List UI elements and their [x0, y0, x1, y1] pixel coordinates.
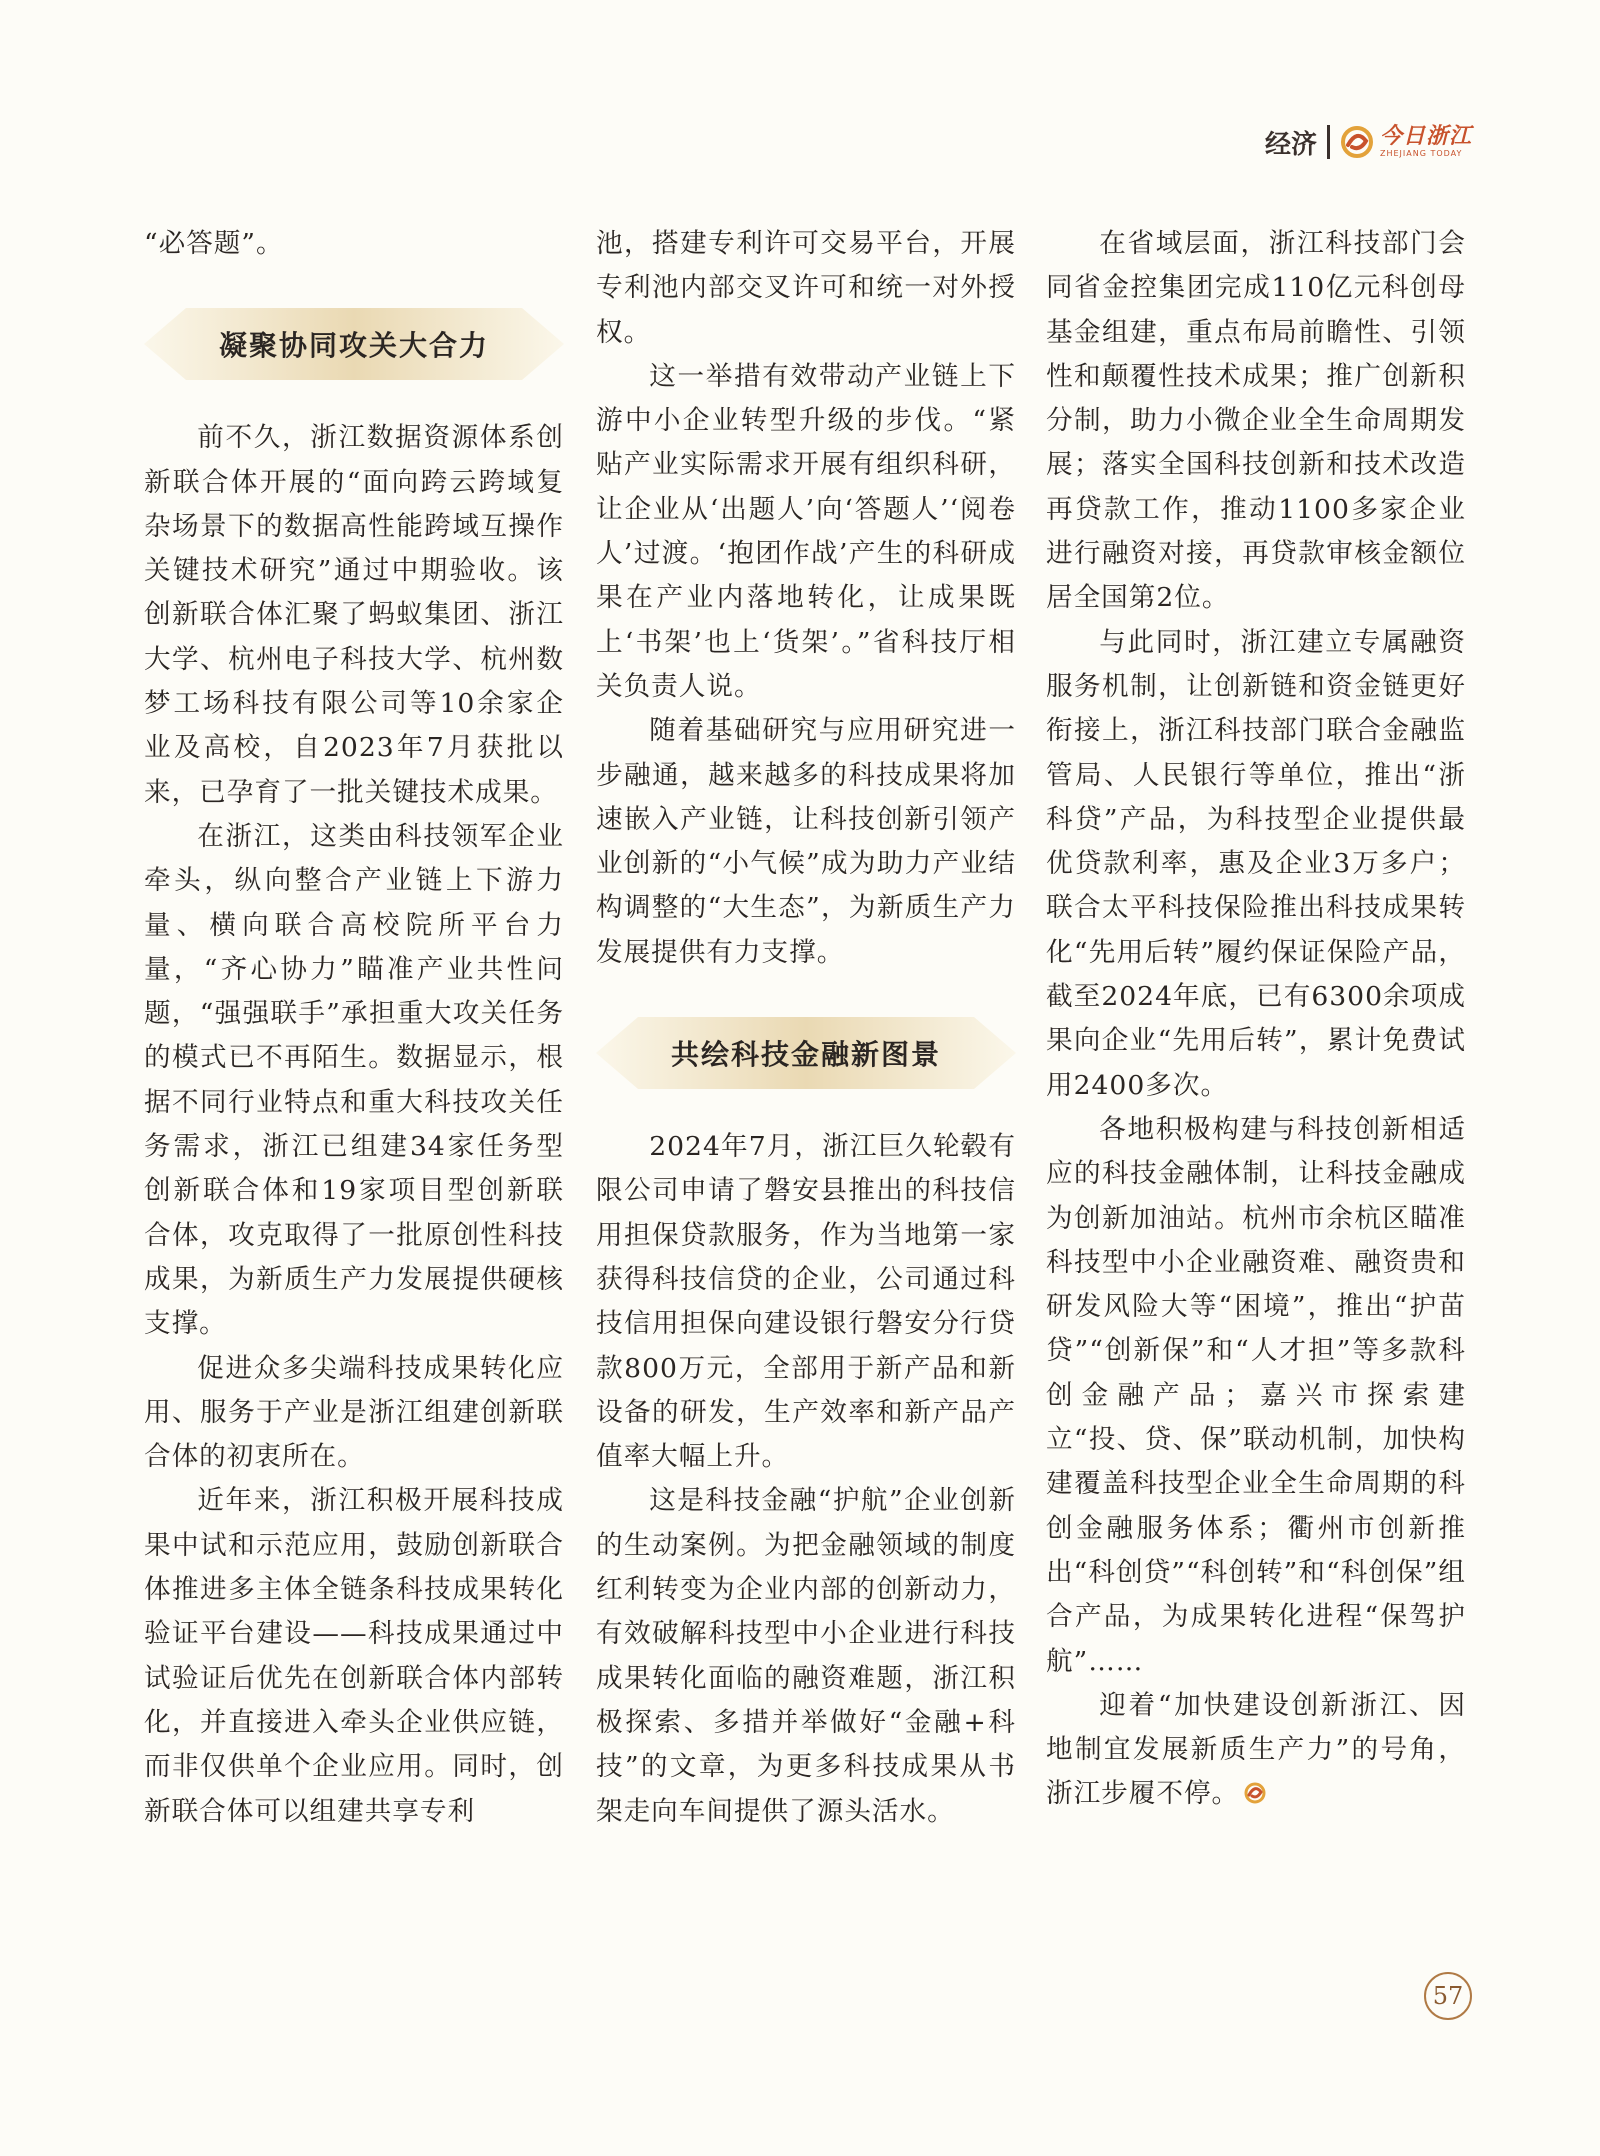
paragraph-text: 与此同时，浙江建立专属融资服务机制，让创新链和资金链更好衔接上，浙江科技部门联合金融监管局、人民银行等单位，推出“浙科贷”产品，为科技型企业提供最优贷款利率，惠及企业3万多户；联合太平科技保险推出科技成果转化“先用后转”履约保证保险产品，截至2024年底，已有6300余项成果向企业“先用后转”，累计免费试用2400多次。 [1046, 626, 1466, 1101]
paragraph-text: 在浙江，这类由科技领军企业牵头，纵向整合产业链上下游力量、横向联合高校院所平台力量，“齐心协力”瞄准产业共性问题，“强强联手”承担重大攻关任务的模式已不再陌生。数据显示，根据不同行业特点和重大科技攻关任务需求，浙江已组建34家任务型创新联合体和19家项目型创新联合体，攻克取得了一批原创性科技成果，为新质生产力发展提供硬核支撑。 [144, 820, 564, 1340]
section-label: 经济 [1264, 129, 1317, 160]
section-heading-text: 凝聚协同攻关大合力 [218, 329, 489, 363]
article-paragraph [144, 1347, 564, 1480]
article-paragraph [596, 1479, 1016, 1833]
logo-chinese-text: 今日浙江 [1379, 124, 1472, 149]
header-divider [1327, 125, 1330, 159]
paragraph-text: 近年来，浙江积极开展科技成果中试和示范应用，鼓励创新联合体推进多主体全链条科技成果转化验证平台建设——科技成果通过中试验证后优先在创新联合体内部转化，并直接进入牵头企业供应链，而非仅供单个企业应用。同时，创新联合体可以组建共享专利 [144, 1485, 564, 1827]
paragraph-text: 这一举措有效带动产业链上下游中小企业转型升级的步伐。“紧贴产业实际需求开展有组织科研，让企业从‘出题人’向‘答题人’‘阅卷人’过渡。‘抱团作战’产生的科研成果在产业内落地转化，让成果既上‘书架’也上‘货架’。”省科技厅相关负责人说。 [596, 360, 1016, 702]
page-number: 57 [1424, 1972, 1472, 2020]
paragraph-text: 池，搭建专利许可交易平台，开展专利池内部交叉许可和统一对外授权。 [596, 228, 1016, 348]
article-paragraph [144, 815, 564, 1347]
article-paragraph [1046, 222, 1466, 621]
section-heading [596, 1017, 1016, 1089]
article-paragraph [144, 1479, 564, 1833]
magazine-logo [1340, 125, 1472, 159]
section-heading-text: 共绘科技金融新图景 [670, 1038, 941, 1072]
article-paragraph [1046, 621, 1466, 1108]
paragraph-text: “必答题”。 [144, 228, 284, 259]
article-paragraph [144, 416, 564, 815]
article-paragraph [596, 709, 1016, 975]
paragraph-text: 前不久，浙江数据资源体系创新联合体开展的“面向跨云跨域复杂场景下的数据高性能跨域互操作关键技术研究”通过中期验收。该创新联合体汇聚了蚂蚁集团、浙江大学、杭州电子科技大学、杭州数梦工场科技有限公司等10余家企业及高校，自2023年7月获批以来，已孕育了一批关键技术成果。 [144, 422, 564, 808]
paragraph-text: 各地积极构建与科技创新相适应的科技金融体制，让科技金融成为创新加油站。杭州市余杭区瞄准科技型中小企业融资难、融资贵和研发风险大等“困境”，推出“护苗贷”“创新保”和“人才担”等多款科创金融产品；嘉兴市探索建立“投、贷、保”联动机制，加快构建覆盖科技型企业全生命周期的科创金融服务体系；衢州市创新推出“科创贷”“科创转”和“科创保”组合产品，为成果转化进程“保驾护航”…… [1046, 1113, 1466, 1677]
article-paragraph [596, 222, 1016, 355]
article-column-2 [596, 222, 1016, 1834]
article-paragraph [1046, 1108, 1466, 1684]
paragraph-text: 2024年7月，浙江巨久轮毂有限公司申请了磐安县推出的科技信用担保贷款服务，作为当地第一家获得科技信贷的企业，公司通过科技信用担保向建设银行磐安分行贷款800万元，全部用于新产品和新设备的研发，生产效率和新产品产值率大幅上升。 [596, 1131, 1016, 1473]
article-end-icon [1243, 1781, 1267, 1805]
paragraph-text: 促进众多尖端科技成果转化应用、服务于产业是浙江组建创新联合体的初衷所在。 [144, 1352, 564, 1473]
article-paragraph [144, 222, 564, 266]
paragraph-text: 在省域层面，浙江科技部门会同省金控集团完成110亿元科创母基金组建，重点布局前瞻性、引领性和颠覆性技术成果；推广创新积分制，助力小微企业全生命周期发展；落实全国科技创新和技术改造再贷款工作，推动1100多家企业进行融资对接，再贷款审核金额位居全国第2位。 [1046, 228, 1466, 614]
logo-english-text: ZHEJIANG TODAY [1379, 149, 1463, 158]
paragraph-text: 随着基础研究与应用研究进一步融通，越来越多的科技成果将加速嵌入产业链，让科技创新引领产业创新的“小气候”成为助力产业结构调整的“大生态”，为新质生产力发展提供有力支撑。 [596, 715, 1016, 968]
logo-swirl-icon [1340, 125, 1374, 159]
paragraph-text: 迎着“加快建设创新浙江、因地制宜发展新质生产力”的号角，浙江步履不停。 [1046, 1689, 1466, 1810]
article-column-1 [144, 222, 564, 1834]
article-paragraph [1046, 1684, 1466, 1817]
article-paragraph [596, 1125, 1016, 1479]
article-column-3 [1046, 222, 1466, 1817]
page-header [1265, 118, 1472, 166]
article-paragraph [596, 355, 1016, 709]
paragraph-text: 这是科技金融“护航”企业创新的生动案例。为把金融领域的制度红利转变为企业内部的创新动力，有效破解科技型中小企业进行科技成果转化面临的融资难题，浙江积极探索、多措并举做好“金融+科技”的文章，为更多科技成果从书架走向车间提供了源头活水。 [596, 1485, 1016, 1827]
section-heading [144, 308, 564, 380]
